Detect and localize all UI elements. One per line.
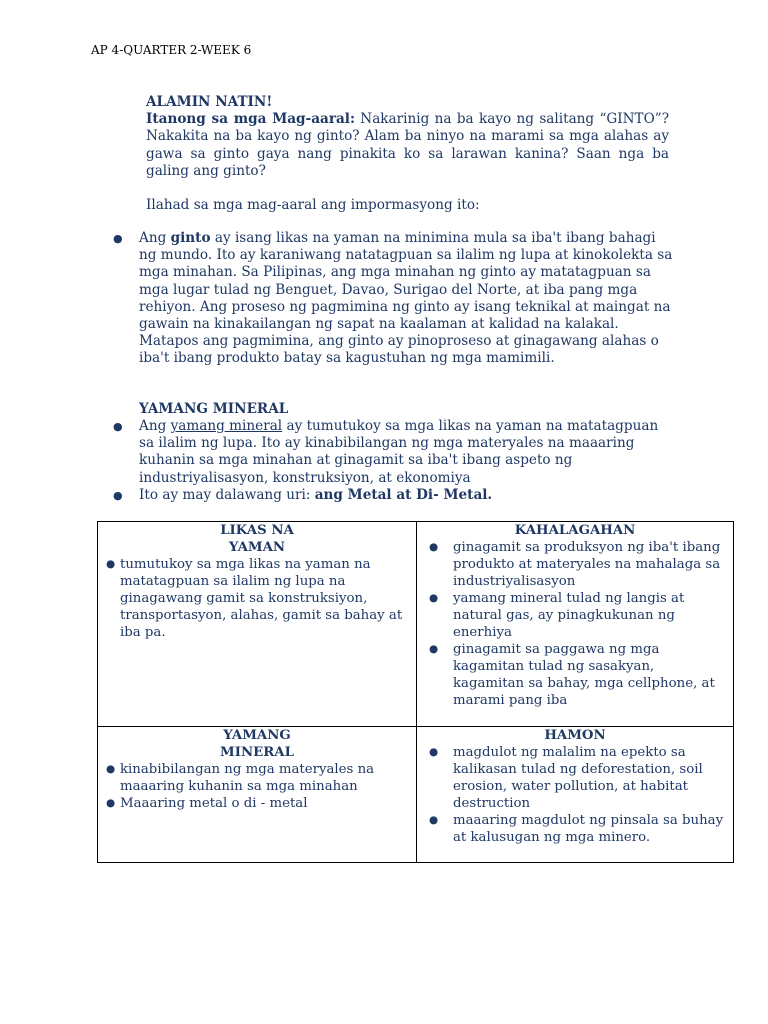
keyword-yamang-mineral: yamang mineral [170, 418, 283, 434]
table-cell-likas-na-yaman [98, 522, 417, 727]
list-item: ● magdulot ng malalim na epekto sa kalikasan tulad ng deforestation, soil erosion, water pollution, at habitat destruction [429, 745, 703, 811]
bullet-icon: ● [429, 643, 439, 655]
list-item: ● yamang mineral tulad ng langis at natural gas, ay pinagkukunan ng enerhiya [429, 591, 685, 640]
cell-heading: HAMON [544, 728, 606, 743]
cell-heading: KAHALAGAHAN [514, 523, 636, 538]
instruction-text: Ilahad sa mga mag-aaral ang impormasyong ito: [146, 197, 480, 214]
cell-heading: YAMANG MINERAL [220, 728, 294, 760]
intro-section [146, 94, 669, 214]
bullet-icon: ● [106, 558, 116, 570]
bullet-icon: ● [429, 814, 439, 826]
bullet-icon: ● [429, 746, 439, 758]
intro-paragraph [146, 111, 669, 180]
list-item: ● ginagamit sa paggawa ng mga kagamitan tulad ng sasakyan, kagamitan sa bahay, mga cellphone, at marami pang iba [429, 642, 715, 708]
subsection-heading: YAMANG MINERAL [139, 401, 289, 417]
table-cell-yamang-mineral [98, 727, 417, 863]
page-header: AP 4-QUARTER 2-WEEK 6 [91, 43, 252, 57]
list-item: ● Ang yamang mineral ay tumutukoy sa mga likas na yaman na matatagpuan sa ilalim ng lupa. Ito ay kinabibilangan ng mga materyales na maaaring kuhanin sa mga minahan at ginagamit sa iba't ibang aspeto ng industriyalisasyon, konstruksiyon, at ekonomiya [113, 418, 659, 486]
keyword-metal: ang Metal at Di- Metal. [314, 486, 493, 503]
ginto-list [113, 230, 673, 368]
bullet-icon: ● [113, 488, 123, 502]
bullet-icon: ● [106, 763, 116, 775]
list-item: ● Ito ay may dalawang uri: ang Metal at Di- Metal. [113, 486, 493, 503]
info-table [97, 521, 734, 863]
list-item: ● maaaring magdulot ng pinsala sa buhay at kalusugan ng mga minero. [429, 813, 724, 845]
section-title: ALAMIN NATIN! [146, 94, 273, 110]
bullet-icon: ● [113, 232, 123, 245]
table-cell-kahalagahan [417, 522, 734, 727]
list-item: ● ginagamit sa produksyon ng iba't ibang produkto at materyales na mahalaga sa industriyalisasyon [429, 540, 721, 589]
list-item: ● Maaaring metal o di - metal [106, 796, 308, 811]
bullet-icon: ● [106, 797, 116, 809]
intro-lead: Itanong sa mga Mag-aaral: [146, 111, 355, 128]
table-cell-hamon [417, 727, 734, 863]
intro-text: Nakarinig na ba kayo ng salitang “GINTO”? Nakakita na ba kayo ng ginto? Alam ba ninyo na marami sa mga alahas ay gawa sa ginto gaya nang pinakita ko sa larawan kanina? Saan nga ba galing ang ginto? [146, 111, 669, 179]
keyword-ginto: ginto [170, 230, 211, 246]
bullet-icon: ● [113, 420, 123, 433]
bullet-icon: ● [429, 592, 439, 604]
list-item: ● kinabibilangan ng mga materyales na maaaring kuhanin sa mga minahan [106, 762, 375, 794]
mineral-list [113, 418, 673, 504]
cell-heading: LIKAS NA YAMAN [220, 523, 294, 555]
list-item: ● tumutukoy sa mga likas na yaman na matatagpuan sa ilalim ng lupa na ginagawang gamit sa konstruksiyon, transportasyon, alahas, gamit sa bahay at iba pa. [106, 557, 403, 640]
list-item: ● Ang ginto ay isang likas na yaman na minimina mula sa iba't ibang bahagi ng mundo. Ito ay karaniwang natatagpuan sa ilalim ng lupa at kinokolekta sa mga minahan. Sa Pilipinas, ang mga minahan ng ginto ay matatagpuan sa mga lugar tulad ng Benguet, Davao, Surigao del Norte, at iba pang mga rehiyon. Ang proseso ng pagmimina ng ginto ay isang teknikal at maingat na gawain na kinakailangan ng sapat na kaalaman at kalidad na kalakal. Matapos ang pagmimina, ang ginto ay pinoproseso at ginagawang alahas o iba't ibang produkto batay sa kagustuhan ng mga mamimili. [113, 230, 673, 367]
bullet-icon: ● [429, 541, 439, 553]
